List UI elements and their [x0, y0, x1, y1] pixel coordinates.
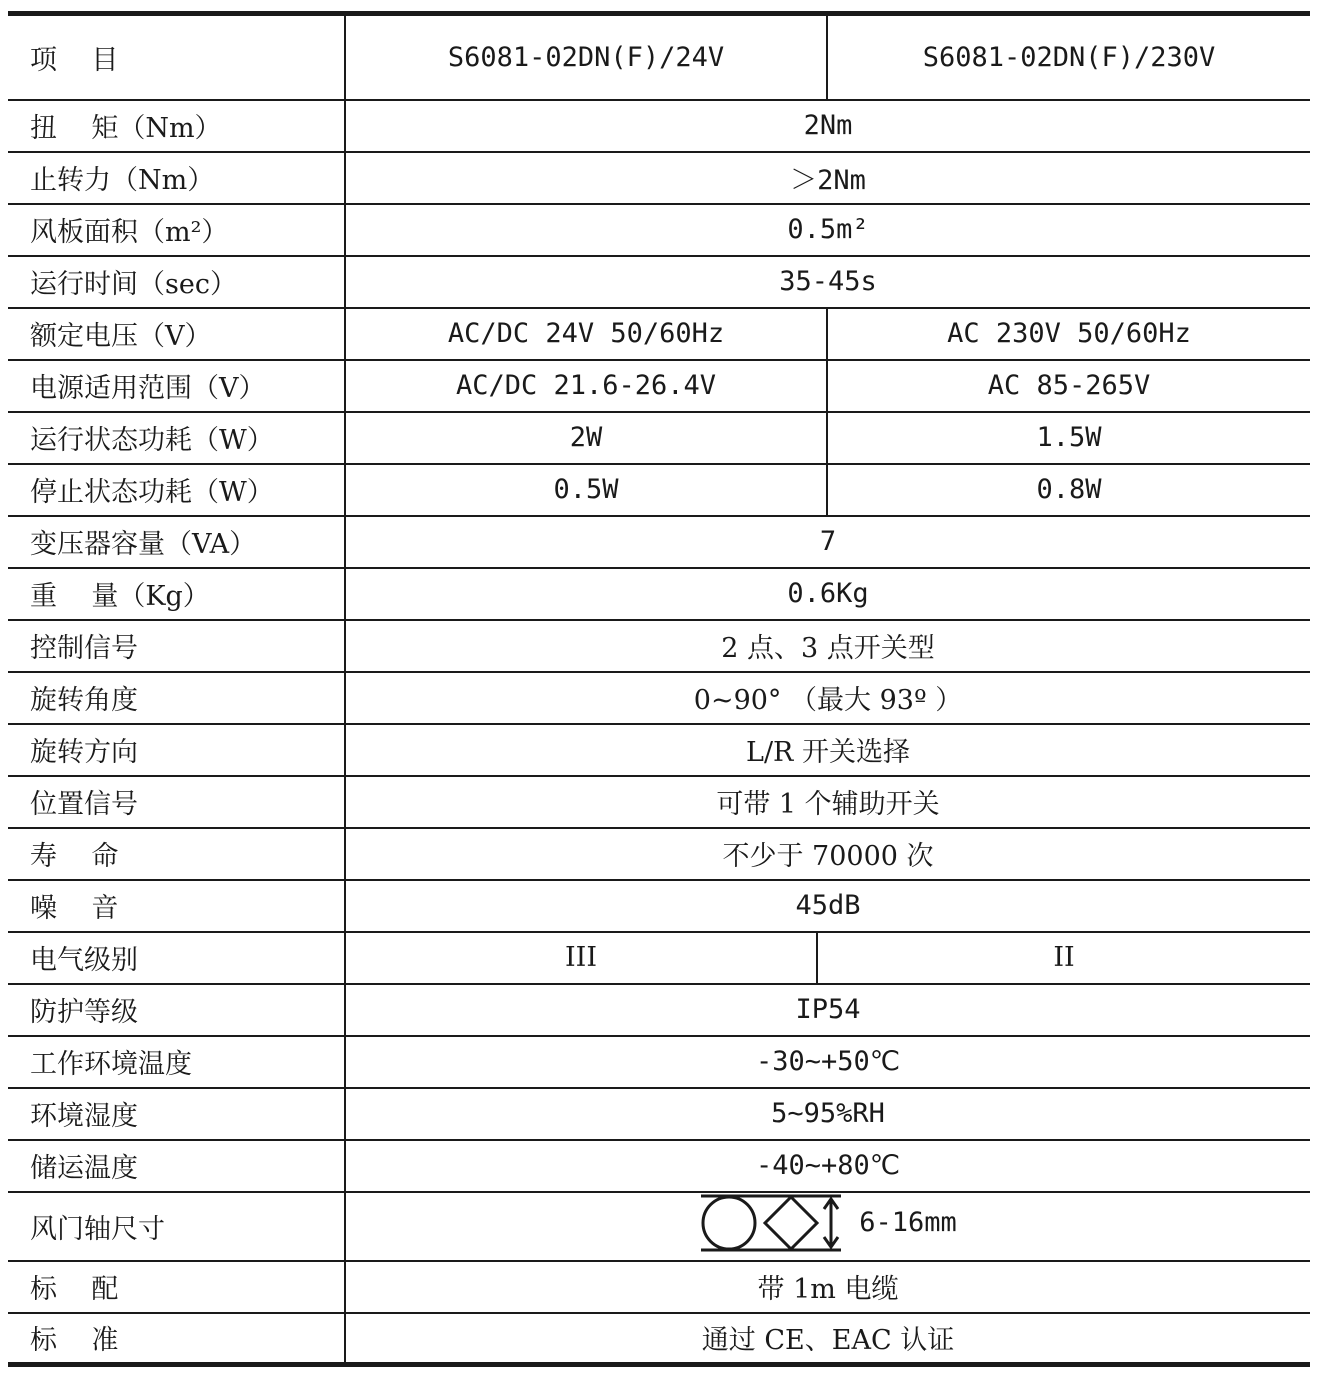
- row-value: 2Nm: [345, 100, 1310, 152]
- row-certification: [8, 1313, 1310, 1365]
- row-value: ＞2Nm: [345, 152, 1310, 204]
- row-protection-class: [8, 984, 1310, 1036]
- row-shaft-size: [8, 1192, 1310, 1261]
- row-value: 带 1m 电缆: [345, 1261, 1310, 1313]
- row-label: 噪 音: [8, 880, 345, 932]
- row-label: 风门轴尺寸: [8, 1192, 345, 1261]
- row-label: 寿 命: [8, 828, 345, 880]
- row-label: 额定电压（V）: [8, 308, 345, 360]
- row-value: 5~95%RH: [345, 1088, 1310, 1140]
- row-label: 标 配: [8, 1261, 345, 1313]
- row-label: 运行时间（sec）: [8, 256, 345, 308]
- row-value: L/R 开关选择: [345, 724, 1310, 776]
- row-rotation-angle: [8, 672, 1310, 724]
- row-standby-power: [8, 464, 1310, 516]
- shaft-size-group: [699, 1193, 957, 1253]
- row-value: -30~+50℃: [345, 1036, 1310, 1088]
- row-lifespan: [8, 828, 1310, 880]
- row-label: 风板面积（m²）: [8, 204, 345, 256]
- row-value-230v: II: [1053, 942, 1075, 973]
- row-label: 电气级别: [8, 932, 345, 984]
- row-value: 7: [345, 516, 1310, 568]
- row-humidity: [8, 1088, 1310, 1140]
- row-label: 防护等级: [8, 984, 345, 1036]
- row-run-time: [8, 256, 1310, 308]
- row-noise: [8, 880, 1310, 932]
- row-label: 环境湿度: [8, 1088, 345, 1140]
- row-value-cell: [345, 1192, 1310, 1261]
- row-value-24v: 0.5W: [345, 464, 827, 516]
- row-value-230v: 1.5W: [827, 412, 1310, 464]
- row-torque: [8, 100, 1310, 152]
- row-value: 35-45s: [345, 256, 1310, 308]
- row-position-signal: [8, 776, 1310, 828]
- row-electrical-class: [8, 932, 1310, 984]
- row-value-230v: AC 85-265V: [827, 360, 1310, 412]
- row-value-230v: 0.8W: [827, 464, 1310, 516]
- row-label: 旋转角度: [8, 672, 345, 724]
- row-damper-area: [8, 204, 1310, 256]
- row-transformer: [8, 516, 1310, 568]
- header-model-24v: S6081-02DN(F)/24V: [345, 14, 827, 100]
- row-stall-force: [8, 152, 1310, 204]
- row-power-range: [8, 360, 1310, 412]
- row-operating-temp: [8, 1036, 1310, 1088]
- row-value: 可带 1 个辅助开关: [345, 776, 1310, 828]
- row-value: 不少于 70000 次: [345, 828, 1310, 880]
- row-value: -40~+80℃: [345, 1140, 1310, 1192]
- row-label: 运行状态功耗（W）: [8, 412, 345, 464]
- row-standard-accessory: [8, 1261, 1310, 1313]
- row-label: 旋转方向: [8, 724, 345, 776]
- header-model-230v: S6081-02DN(F)/230V: [827, 14, 1310, 100]
- row-value: 6-16mm: [859, 1207, 957, 1238]
- row-label: 储运温度: [8, 1140, 345, 1192]
- row-label: 止转力（Nm）: [8, 152, 345, 204]
- row-value: IP54: [345, 984, 1310, 1036]
- row-value: 0.6Kg: [345, 568, 1310, 620]
- row-label: 变压器容量（VA）: [8, 516, 345, 568]
- row-label: 位置信号: [8, 776, 345, 828]
- spec-table: [8, 11, 1310, 1367]
- row-label: 控制信号: [8, 620, 345, 672]
- row-label: 扭 矩（Nm）: [8, 100, 345, 152]
- row-value: 45dB: [345, 880, 1310, 932]
- row-label: 工作环境温度: [8, 1036, 345, 1088]
- row-running-power: [8, 412, 1310, 464]
- row-storage-temp: [8, 1140, 1310, 1192]
- row-label: 重 量（Kg）: [8, 568, 345, 620]
- row-value-24v: AC/DC 21.6-26.4V: [345, 360, 827, 412]
- row-rated-voltage: [8, 308, 1310, 360]
- header-row: [8, 14, 1310, 100]
- row-label: 停止状态功耗（W）: [8, 464, 345, 516]
- row-value-pair: [345, 932, 1310, 984]
- row-value-24v: III: [346, 933, 818, 983]
- row-weight: [8, 568, 1310, 620]
- row-label: 标 准: [8, 1313, 345, 1365]
- row-value-24v: AC/DC 24V 50/60Hz: [345, 308, 827, 360]
- header-item-cell: 项 目: [8, 14, 345, 100]
- row-value: 0~90° （最大 93º ）: [345, 672, 1310, 724]
- round-square-shaft-icon: [699, 1193, 843, 1253]
- row-control-signal: [8, 620, 1310, 672]
- row-value: 通过 CE、EAC 认证: [345, 1313, 1310, 1365]
- row-value-230v: AC 230V 50/60Hz: [827, 308, 1310, 360]
- row-value: 0.5m²: [345, 204, 1310, 256]
- row-rotation-direction: [8, 724, 1310, 776]
- row-label: 电源适用范围（V）: [8, 360, 345, 412]
- row-value: 2 点、3 点开关型: [345, 620, 1310, 672]
- row-value-24v: 2W: [345, 412, 827, 464]
